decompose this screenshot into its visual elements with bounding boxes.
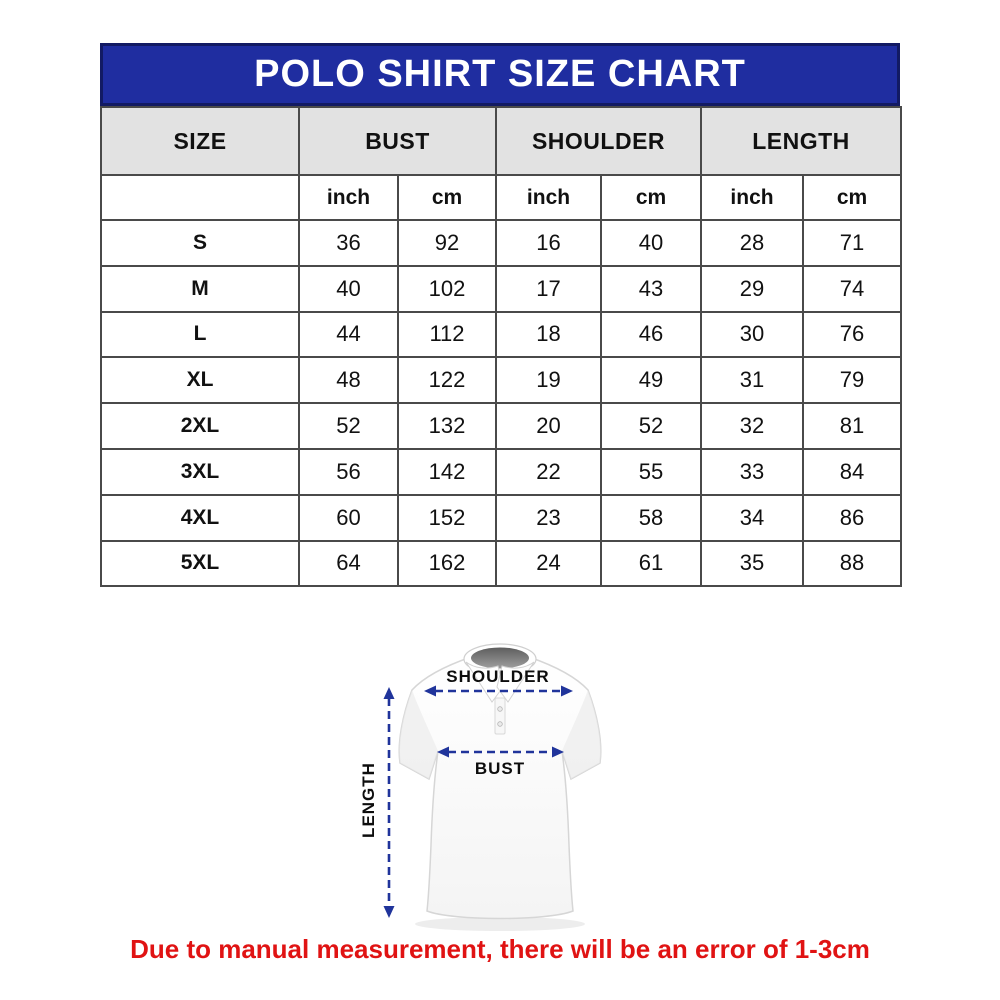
value-cell: 34 [701,495,803,541]
table-row [101,357,901,403]
shoulder-arrow-label: SHOULDER [446,667,550,686]
size-label: S [101,220,299,266]
value-cell: 86 [803,495,901,541]
value-cell: 88 [803,541,901,587]
size-label: 2XL [101,403,299,449]
size-chart [100,43,900,587]
value-cell: 79 [803,357,901,403]
unit-header: inch [496,175,601,220]
value-cell: 60 [299,495,398,541]
chart-title: POLO SHIRT SIZE CHART [254,53,746,95]
shirt-body [399,657,601,919]
unit-header-row [101,175,901,220]
unit-header: cm [803,175,901,220]
table-row [101,312,901,358]
value-cell: 16 [496,220,601,266]
table-row [101,541,901,587]
value-cell: 33 [701,449,803,495]
col-header-bust: BUST [299,107,496,175]
size-label: M [101,266,299,312]
table-row [101,449,901,495]
value-cell: 142 [398,449,496,495]
value-cell: 23 [496,495,601,541]
table-row [101,220,901,266]
value-cell: 18 [496,312,601,358]
value-cell: 17 [496,266,601,312]
value-cell: 52 [299,403,398,449]
unit-header: inch [701,175,803,220]
value-cell: 20 [496,403,601,449]
value-cell: 40 [299,266,398,312]
value-cell: 162 [398,541,496,587]
chart-title-bar [100,43,900,106]
value-cell: 22 [496,449,601,495]
value-cell: 44 [299,312,398,358]
size-label: 5XL [101,541,299,587]
value-cell: 132 [398,403,496,449]
measurement-diagram [340,630,670,940]
value-cell: 30 [701,312,803,358]
value-cell: 74 [803,266,901,312]
value-cell: 28 [701,220,803,266]
table-row [101,403,901,449]
size-table [100,106,902,587]
value-cell: 58 [601,495,701,541]
table-row [101,495,901,541]
col-header-shoulder: SHOULDER [496,107,701,175]
length-arrow-label: LENGTH [359,762,378,838]
value-cell: 46 [601,312,701,358]
value-cell: 92 [398,220,496,266]
value-cell: 76 [803,312,901,358]
value-cell: 29 [701,266,803,312]
button [498,722,503,727]
value-cell: 31 [701,357,803,403]
measurement-disclaimer: Due to manual measurement, there will be an error of 1-3cm [130,934,870,964]
value-cell: 81 [803,403,901,449]
collar-inner [471,648,529,669]
table-row [101,266,901,312]
placket [495,698,505,734]
length-measure-arrow [384,687,395,918]
value-cell: 19 [496,357,601,403]
value-cell: 24 [496,541,601,587]
bust-arrow-label: BUST [474,759,526,778]
unit-header: cm [398,175,496,220]
polo-shirt-illustration [340,630,670,940]
unit-header: inch [299,175,398,220]
value-cell: 35 [701,541,803,587]
value-cell: 61 [601,541,701,587]
group-header-row [101,107,901,175]
size-label: L [101,312,299,358]
value-cell: 49 [601,357,701,403]
col-header-size: SIZE [101,107,299,175]
unit-header: cm [601,175,701,220]
value-cell: 71 [803,220,901,266]
size-label: XL [101,357,299,403]
value-cell: 32 [701,403,803,449]
button [498,707,503,712]
size-label: 4XL [101,495,299,541]
value-cell: 64 [299,541,398,587]
value-cell: 122 [398,357,496,403]
value-cell: 84 [803,449,901,495]
value-cell: 52 [601,403,701,449]
value-cell: 48 [299,357,398,403]
value-cell: 152 [398,495,496,541]
value-cell: 40 [601,220,701,266]
value-cell: 43 [601,266,701,312]
value-cell: 55 [601,449,701,495]
value-cell: 112 [398,312,496,358]
value-cell: 102 [398,266,496,312]
value-cell: 56 [299,449,398,495]
size-label: 3XL [101,449,299,495]
value-cell: 36 [299,220,398,266]
unit-header-blank [101,175,299,220]
col-header-length: LENGTH [701,107,901,175]
